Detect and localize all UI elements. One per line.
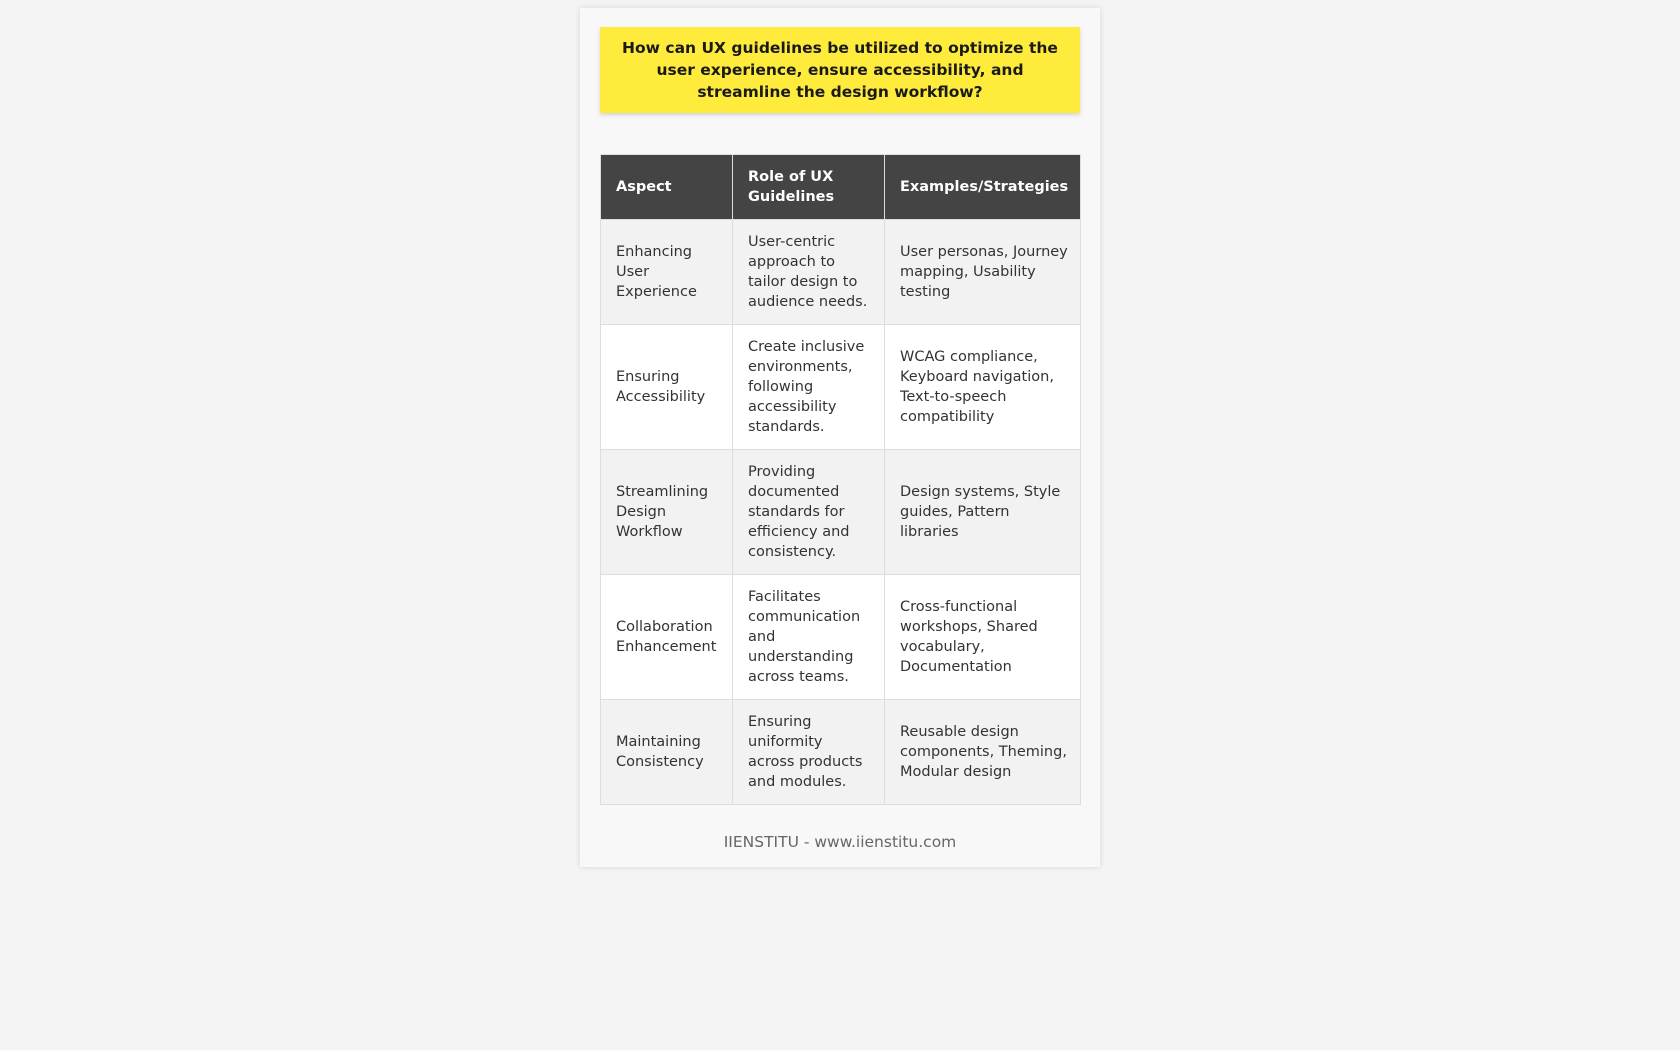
cell-role: Providing documented standards for efficiency and consistency. [733, 450, 885, 575]
guidelines-table [600, 154, 1081, 805]
table-row [601, 575, 1081, 700]
question-banner: How can UX guidelines be utilized to optimize the user experience, ensure accessibility, and streamline the design workflow? [600, 27, 1080, 113]
table-row [601, 325, 1081, 450]
cell-examples: Reusable design components, Theming, Modular design [885, 700, 1081, 805]
cell-role: Facilitates communication and understanding across teams. [733, 575, 885, 700]
cell-aspect: Ensuring Accessibility [601, 325, 733, 450]
cell-aspect: Collaboration Enhancement [601, 575, 733, 700]
table-header-row [601, 155, 1081, 220]
cell-examples: Design systems, Style guides, Pattern libraries [885, 450, 1081, 575]
footer-credit: IIENSTITU - www.iienstitu.com [723, 833, 957, 851]
table-row [601, 450, 1081, 575]
cell-role: Ensuring uniformity across products and modules. [733, 700, 885, 805]
cell-role: User-centric approach to tailor design to audience needs. [733, 220, 885, 325]
header-aspect: Aspect [601, 155, 733, 220]
header-examples: Examples/Strategies [885, 155, 1081, 220]
header-role: Role of UX Guidelines [733, 155, 885, 220]
cell-examples: Cross-functional workshops, Shared vocabulary, Documentation [885, 575, 1081, 700]
table-row [601, 700, 1081, 805]
cell-examples: WCAG compliance, Keyboard navigation, Text-to-speech compatibility [885, 325, 1081, 450]
cell-aspect: Enhancing User Experience [601, 220, 733, 325]
cell-role: Create inclusive environments, following accessibility standards. [733, 325, 885, 450]
content-card [580, 8, 1100, 867]
table-row [601, 220, 1081, 325]
cell-aspect: Streamlining Design Workflow [601, 450, 733, 575]
cell-examples: User personas, Journey mapping, Usability testing [885, 220, 1081, 325]
cell-aspect: Maintaining Consistency [601, 700, 733, 805]
